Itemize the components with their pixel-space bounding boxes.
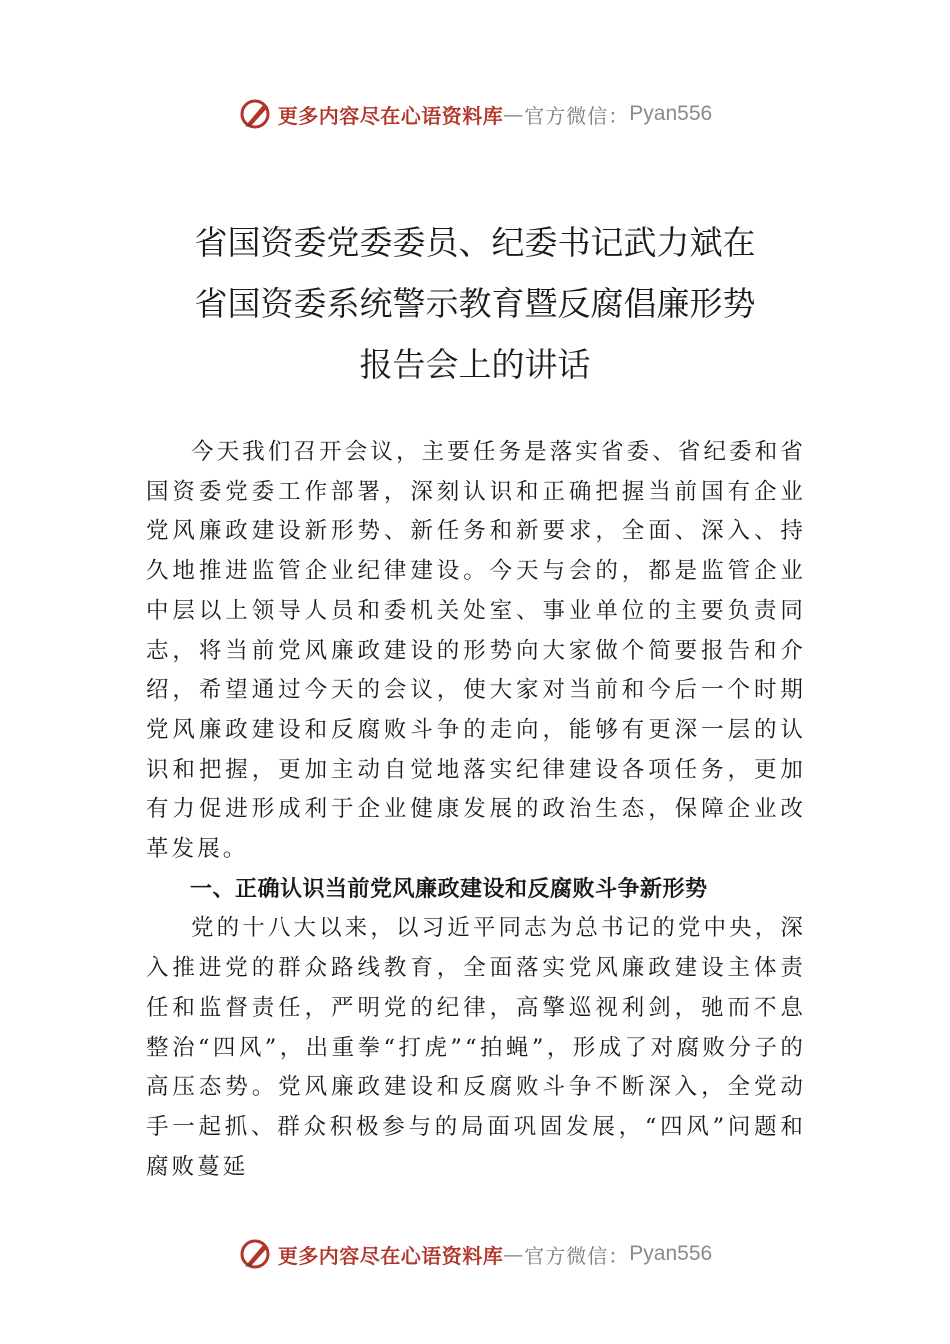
section-paragraph: 党的十八大以来，以习近平同志为总书记的党中央，深入推进党的群众路线教育，全面落实党风廉政建设主体责任和监督责任，严明党的纪律，高擎巡视利剑，驰而不息整治“四风”，出重拳“打虎”“拍蝇”，形成了对腐败分子的高压态势。党风廉政建设和反腐败斗争不断深入，全党动手一起抓、群众积极参与的局面巩固发展，“四风”问题和腐败蔓延	[146, 915, 806, 1180]
banner-wechat-label: 官方微信：	[524, 1243, 630, 1268]
document-title	[100, 212, 850, 395]
intro-paragraph: 今天我们召开会议，主要任务是落实省委、省纪委和省国资委党委工作部署，深刻认识和正确把握当前国有企业党风廉政建设新形势、新任务和新要求，全面、深入、持久地推进监管企业纪律建设。今天与会的，都是监管企业中层以上领导人员和委机关处室、事业单位的主要负责同志，将当前党风廉政建设的形势向大家做个简要报告和介绍，希望通过今天的会议，使大家对当前和今后一个时期党风廉政建设和反腐败斗争的走向，能够有更深一层的认识和把握，更加主动自觉地落实纪律建设各项任务，更加有力促进形成利于企业健康发展的政治生态，保障企业改革发展。	[146, 439, 806, 863]
banner-main-text: 更多内容尽在心语资料库	[277, 1243, 504, 1268]
title-line: 省国资委系统警示教育暨反腐倡廉形势	[194, 284, 756, 323]
header-banner	[0, 94, 950, 134]
title-line: 报告会上的讲话	[359, 345, 591, 384]
banner-wechat-id: Pyan556	[629, 102, 713, 125]
footer-banner	[0, 1234, 950, 1274]
title-line: 省国资委党委委员、纪委书记武力斌在	[194, 223, 756, 262]
pen-logo-icon	[238, 96, 274, 132]
banner-dash: —	[503, 102, 525, 126]
section-heading: 一、正确认识当前党风廉政建设和反腐败斗争新形势	[190, 876, 708, 902]
banner-wechat-label: 官方微信：	[524, 103, 630, 128]
banner-dash: —	[503, 1242, 525, 1266]
pen-logo-icon	[238, 1236, 274, 1272]
banner-main-text: 更多内容尽在心语资料库	[277, 103, 504, 128]
banner-wechat-id: Pyan556	[629, 1242, 713, 1265]
document-body	[146, 433, 806, 1187]
